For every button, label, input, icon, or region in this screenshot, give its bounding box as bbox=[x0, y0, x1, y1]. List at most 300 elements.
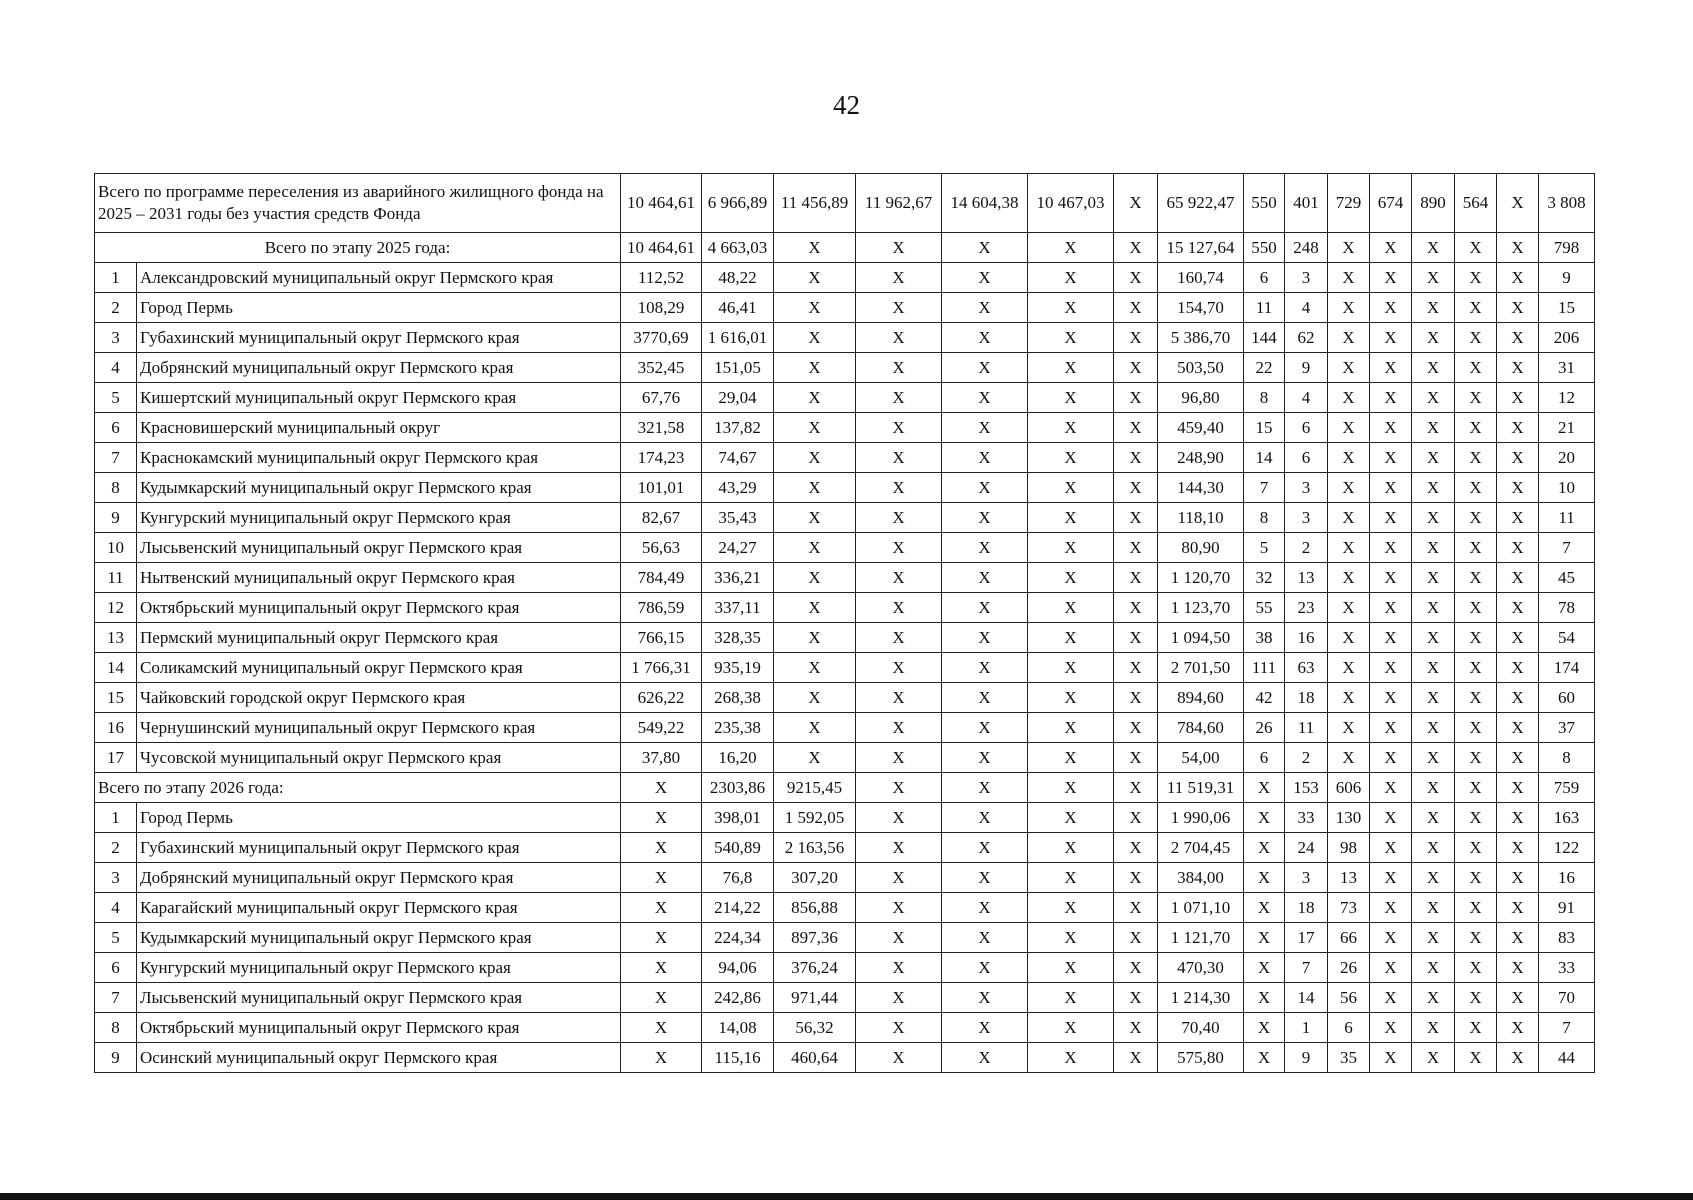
row-value: X bbox=[774, 473, 856, 503]
row-value: 31 bbox=[1539, 353, 1595, 383]
row-number: 15 bbox=[95, 683, 137, 713]
row-value: 98 bbox=[1328, 833, 1370, 863]
row-value: 9 bbox=[1285, 1043, 1328, 1073]
row-value: 8 bbox=[1244, 503, 1285, 533]
row-value: 7 bbox=[1539, 1013, 1595, 1043]
table-row bbox=[95, 953, 1595, 983]
row-value: X bbox=[856, 653, 942, 683]
municipality-name: Город Пермь bbox=[137, 293, 621, 323]
row-value: X bbox=[1497, 803, 1539, 833]
row-value: 18 bbox=[1285, 893, 1328, 923]
row-value: 248,90 bbox=[1158, 443, 1244, 473]
row-value: 35 bbox=[1328, 1043, 1370, 1073]
row-value: X bbox=[942, 893, 1028, 923]
row-value: X bbox=[1370, 413, 1412, 443]
row-value: X bbox=[1370, 803, 1412, 833]
row-value: X bbox=[1497, 293, 1539, 323]
row-value: 1 123,70 bbox=[1158, 593, 1244, 623]
row-value: X bbox=[942, 473, 1028, 503]
row-value: X bbox=[774, 743, 856, 773]
table-row bbox=[95, 563, 1595, 593]
row-value: X bbox=[1455, 713, 1497, 743]
row-value: X bbox=[856, 833, 942, 863]
row-value: 112,52 bbox=[621, 263, 702, 293]
row-value: X bbox=[1497, 383, 1539, 413]
row-value: X bbox=[1028, 653, 1114, 683]
row-value: 398,01 bbox=[702, 803, 774, 833]
row-value: X bbox=[774, 413, 856, 443]
row-value: X bbox=[1328, 443, 1370, 473]
row-value: X bbox=[1455, 413, 1497, 443]
row-number: 7 bbox=[95, 443, 137, 473]
row-value: 242,86 bbox=[702, 983, 774, 1013]
row-number: 9 bbox=[95, 1043, 137, 1073]
row-value: X bbox=[1114, 803, 1158, 833]
row-value: X bbox=[942, 353, 1028, 383]
row-value: 37 bbox=[1539, 713, 1595, 743]
row-number: 3 bbox=[95, 323, 137, 353]
row-value: 549,22 bbox=[621, 713, 702, 743]
row-value: X bbox=[1497, 353, 1539, 383]
row-value: 163 bbox=[1539, 803, 1595, 833]
row-value: X bbox=[856, 923, 942, 953]
row-value: X bbox=[942, 293, 1028, 323]
municipality-name: Кишертский муниципальный округ Пермского края bbox=[137, 383, 621, 413]
row-value: 1 990,06 bbox=[1158, 803, 1244, 833]
row-value: X bbox=[1244, 833, 1285, 863]
row-value: X bbox=[856, 593, 942, 623]
row-value: X bbox=[774, 713, 856, 743]
row-value: 352,45 bbox=[621, 353, 702, 383]
row-value: 160,74 bbox=[1158, 263, 1244, 293]
row-value: X bbox=[1028, 413, 1114, 443]
row-value: X bbox=[1028, 743, 1114, 773]
row-number: 5 bbox=[95, 383, 137, 413]
row-value: 44 bbox=[1539, 1043, 1595, 1073]
page-bottom-border bbox=[0, 1193, 1693, 1200]
row-value: X bbox=[1455, 1043, 1497, 1073]
row-number: 17 bbox=[95, 743, 137, 773]
stage-subtotal-value: 15 127,64 bbox=[1158, 233, 1244, 263]
row-value: 20 bbox=[1539, 443, 1595, 473]
row-value: X bbox=[1244, 1013, 1285, 1043]
row-value: X bbox=[774, 653, 856, 683]
row-value: 54 bbox=[1539, 623, 1595, 653]
row-value: 62 bbox=[1285, 323, 1328, 353]
row-value: X bbox=[856, 803, 942, 833]
row-value: 56 bbox=[1328, 983, 1370, 1013]
row-value: X bbox=[1370, 1043, 1412, 1073]
municipality-name: Осинский муниципальный округ Пермского края bbox=[137, 1043, 621, 1073]
table-row bbox=[95, 533, 1595, 563]
row-value: X bbox=[621, 1013, 702, 1043]
row-value: X bbox=[1028, 263, 1114, 293]
row-value: 70,40 bbox=[1158, 1013, 1244, 1043]
stage-subtotal-value: X bbox=[856, 773, 942, 803]
stage-subtotal-value: X bbox=[1328, 233, 1370, 263]
row-value: 115,16 bbox=[702, 1043, 774, 1073]
row-value: X bbox=[1028, 293, 1114, 323]
row-number: 9 bbox=[95, 503, 137, 533]
row-value: 17 bbox=[1285, 923, 1328, 953]
row-value: X bbox=[1370, 1013, 1412, 1043]
row-value: X bbox=[942, 953, 1028, 983]
row-value: X bbox=[1455, 923, 1497, 953]
row-value: 91 bbox=[1539, 893, 1595, 923]
row-value: X bbox=[1244, 863, 1285, 893]
row-value: 18 bbox=[1285, 683, 1328, 713]
row-value: X bbox=[1114, 263, 1158, 293]
row-value: X bbox=[774, 323, 856, 353]
row-value: 470,30 bbox=[1158, 953, 1244, 983]
row-value: X bbox=[1497, 593, 1539, 623]
row-value: X bbox=[1455, 953, 1497, 983]
row-value: X bbox=[1028, 1013, 1114, 1043]
row-value: X bbox=[1497, 323, 1539, 353]
stage-subtotal-value: X bbox=[1028, 233, 1114, 263]
municipality-name: Город Пермь bbox=[137, 803, 621, 833]
municipality-name: Губахинский муниципальный округ Пермского края bbox=[137, 323, 621, 353]
row-value: 7 bbox=[1244, 473, 1285, 503]
stage-subtotal-value: X bbox=[774, 233, 856, 263]
row-value: 154,70 bbox=[1158, 293, 1244, 323]
row-value: 1 766,31 bbox=[621, 653, 702, 683]
municipality-name: Кунгурский муниципальный округ Пермского края bbox=[137, 503, 621, 533]
row-value: 66 bbox=[1328, 923, 1370, 953]
row-value: X bbox=[1412, 263, 1455, 293]
row-value: X bbox=[1370, 863, 1412, 893]
row-number: 11 bbox=[95, 563, 137, 593]
row-value: 96,80 bbox=[1158, 383, 1244, 413]
row-value: 11 bbox=[1285, 713, 1328, 743]
row-value: X bbox=[1028, 953, 1114, 983]
stage-subtotal-value: 11 519,31 bbox=[1158, 773, 1244, 803]
row-value: 16 bbox=[1539, 863, 1595, 893]
row-value: 15 bbox=[1244, 413, 1285, 443]
stage-subtotal-value: X bbox=[1497, 773, 1539, 803]
table-row bbox=[95, 503, 1595, 533]
row-value: X bbox=[1370, 503, 1412, 533]
row-value: X bbox=[1028, 1043, 1114, 1073]
stage-subtotal-value: 2303,86 bbox=[702, 773, 774, 803]
row-value: X bbox=[942, 593, 1028, 623]
row-value: 2 bbox=[1285, 533, 1328, 563]
row-value: X bbox=[774, 293, 856, 323]
grand-total-value: 10 464,61 bbox=[621, 174, 702, 233]
row-value: X bbox=[1114, 743, 1158, 773]
stage-subtotal-value: X bbox=[1114, 773, 1158, 803]
row-value: 268,38 bbox=[702, 683, 774, 713]
row-value: X bbox=[856, 503, 942, 533]
row-value: 3 bbox=[1285, 473, 1328, 503]
row-value: X bbox=[942, 683, 1028, 713]
row-value: 894,60 bbox=[1158, 683, 1244, 713]
table-row bbox=[95, 923, 1595, 953]
row-value: X bbox=[1455, 503, 1497, 533]
row-number: 2 bbox=[95, 833, 137, 863]
row-value: 101,01 bbox=[621, 473, 702, 503]
row-value: X bbox=[856, 263, 942, 293]
row-value: X bbox=[621, 833, 702, 863]
grand-total-value: 65 922,47 bbox=[1158, 174, 1244, 233]
row-number: 10 bbox=[95, 533, 137, 563]
row-value: 6 bbox=[1328, 1013, 1370, 1043]
stage-subtotal-value: 9215,45 bbox=[774, 773, 856, 803]
row-value: 26 bbox=[1328, 953, 1370, 983]
row-value: X bbox=[942, 1043, 1028, 1073]
row-value: X bbox=[942, 713, 1028, 743]
row-value: X bbox=[1497, 923, 1539, 953]
row-value: 328,35 bbox=[702, 623, 774, 653]
row-value: X bbox=[1370, 563, 1412, 593]
row-value: 14 bbox=[1285, 983, 1328, 1013]
municipality-name: Чайковский городской округ Пермского края bbox=[137, 683, 621, 713]
row-value: X bbox=[1412, 1043, 1455, 1073]
row-value: 15 bbox=[1539, 293, 1595, 323]
row-value: X bbox=[856, 473, 942, 503]
stage-subtotal-value: X bbox=[1028, 773, 1114, 803]
municipality-name: Соликамский муниципальный округ Пермского края bbox=[137, 653, 621, 683]
grand-total-value: 11 456,89 bbox=[774, 174, 856, 233]
row-value: 33 bbox=[1539, 953, 1595, 983]
row-value: X bbox=[1412, 413, 1455, 443]
row-number: 12 bbox=[95, 593, 137, 623]
row-value: X bbox=[1455, 473, 1497, 503]
row-value: X bbox=[1497, 503, 1539, 533]
row-value: X bbox=[1412, 863, 1455, 893]
row-value: X bbox=[856, 293, 942, 323]
row-value: X bbox=[856, 1043, 942, 1073]
grand-total-value: 3 808 bbox=[1539, 174, 1595, 233]
row-value: X bbox=[1370, 353, 1412, 383]
stage-subtotal-value: 248 bbox=[1285, 233, 1328, 263]
row-value: X bbox=[1455, 353, 1497, 383]
row-value: X bbox=[1028, 593, 1114, 623]
row-value: X bbox=[856, 863, 942, 893]
row-value: X bbox=[942, 803, 1028, 833]
row-value: X bbox=[1114, 293, 1158, 323]
row-value: 337,11 bbox=[702, 593, 774, 623]
row-value: 7 bbox=[1539, 533, 1595, 563]
row-value: X bbox=[1497, 863, 1539, 893]
row-value: 8 bbox=[1539, 743, 1595, 773]
municipality-name: Лысьвенский муниципальный округ Пермского края bbox=[137, 983, 621, 1013]
row-value: X bbox=[1497, 653, 1539, 683]
row-value: X bbox=[621, 863, 702, 893]
row-value: X bbox=[774, 353, 856, 383]
row-value: X bbox=[1328, 353, 1370, 383]
row-value: 1 214,30 bbox=[1158, 983, 1244, 1013]
row-value: X bbox=[1412, 893, 1455, 923]
row-value: 9 bbox=[1539, 263, 1595, 293]
stage-subtotal-label: Всего по этапу 2025 года: bbox=[95, 233, 621, 263]
row-value: X bbox=[1412, 833, 1455, 863]
row-value: X bbox=[1370, 383, 1412, 413]
row-value: X bbox=[1328, 683, 1370, 713]
row-number: 6 bbox=[95, 413, 137, 443]
table-row bbox=[95, 713, 1595, 743]
row-number: 8 bbox=[95, 1013, 137, 1043]
row-value: X bbox=[1114, 533, 1158, 563]
row-value: X bbox=[1455, 983, 1497, 1013]
row-value: X bbox=[942, 533, 1028, 563]
row-value: 11 bbox=[1539, 503, 1595, 533]
municipality-name: Чернушинский муниципальный округ Пермского края bbox=[137, 713, 621, 743]
municipality-name: Карагайский муниципальный округ Пермского края bbox=[137, 893, 621, 923]
row-value: X bbox=[621, 953, 702, 983]
row-value: 384,00 bbox=[1158, 863, 1244, 893]
row-value: X bbox=[1028, 683, 1114, 713]
row-value: X bbox=[1370, 263, 1412, 293]
row-value: X bbox=[1114, 983, 1158, 1013]
row-value: X bbox=[1328, 563, 1370, 593]
grand-total-value: 14 604,38 bbox=[942, 174, 1028, 233]
row-value: X bbox=[1370, 323, 1412, 353]
row-value: X bbox=[1114, 413, 1158, 443]
row-number: 7 bbox=[95, 983, 137, 1013]
row-value: 48,22 bbox=[702, 263, 774, 293]
row-value: 336,21 bbox=[702, 563, 774, 593]
row-value: X bbox=[942, 263, 1028, 293]
grand-total-value: 729 bbox=[1328, 174, 1370, 233]
row-value: X bbox=[1455, 323, 1497, 353]
row-value: X bbox=[1497, 443, 1539, 473]
row-value: 4 bbox=[1285, 293, 1328, 323]
row-value: X bbox=[942, 743, 1028, 773]
row-value: X bbox=[942, 833, 1028, 863]
row-value: X bbox=[774, 263, 856, 293]
row-value: X bbox=[1114, 1013, 1158, 1043]
table-row bbox=[95, 983, 1595, 1013]
stage-subtotal-value: X bbox=[1455, 233, 1497, 263]
row-value: X bbox=[1244, 803, 1285, 833]
row-value: 206 bbox=[1539, 323, 1595, 353]
row-value: X bbox=[1455, 293, 1497, 323]
row-value: X bbox=[1244, 893, 1285, 923]
row-value: X bbox=[1412, 1013, 1455, 1043]
row-value: 307,20 bbox=[774, 863, 856, 893]
row-value: X bbox=[621, 923, 702, 953]
row-value: X bbox=[1412, 623, 1455, 653]
row-value: 174,23 bbox=[621, 443, 702, 473]
row-value: X bbox=[1412, 293, 1455, 323]
row-value: 224,34 bbox=[702, 923, 774, 953]
row-value: X bbox=[1328, 593, 1370, 623]
row-value: X bbox=[942, 983, 1028, 1013]
row-value: X bbox=[1028, 863, 1114, 893]
row-value: X bbox=[1028, 383, 1114, 413]
row-value: 8 bbox=[1244, 383, 1285, 413]
row-value: X bbox=[1370, 623, 1412, 653]
row-value: X bbox=[1028, 353, 1114, 383]
row-value: X bbox=[1328, 503, 1370, 533]
row-number: 1 bbox=[95, 803, 137, 833]
row-value: X bbox=[1328, 713, 1370, 743]
row-value: X bbox=[1370, 533, 1412, 563]
table-row bbox=[95, 1013, 1595, 1043]
row-value: 321,58 bbox=[621, 413, 702, 443]
stage-subtotal-value: X bbox=[1412, 773, 1455, 803]
row-value: X bbox=[774, 593, 856, 623]
row-value: X bbox=[1328, 293, 1370, 323]
row-value: X bbox=[1114, 443, 1158, 473]
row-value: X bbox=[942, 623, 1028, 653]
row-value: X bbox=[1114, 953, 1158, 983]
row-value: X bbox=[1028, 923, 1114, 953]
row-value: X bbox=[621, 803, 702, 833]
row-value: 784,49 bbox=[621, 563, 702, 593]
row-value: X bbox=[942, 413, 1028, 443]
row-value: X bbox=[774, 533, 856, 563]
table-row bbox=[95, 623, 1595, 653]
row-value: 6 bbox=[1285, 413, 1328, 443]
row-value: X bbox=[856, 623, 942, 653]
row-value: 575,80 bbox=[1158, 1043, 1244, 1073]
row-value: 137,82 bbox=[702, 413, 774, 443]
stage-subtotal-value: 759 bbox=[1539, 773, 1595, 803]
grand-total-label: Всего по программе переселения из аварийного жилищного фонда на 2025 – 2031 годы без участия средств Фонда bbox=[95, 174, 621, 233]
row-value: X bbox=[856, 713, 942, 743]
row-number: 13 bbox=[95, 623, 137, 653]
row-value: X bbox=[1497, 1043, 1539, 1073]
row-value: 14 bbox=[1244, 443, 1285, 473]
grand-total-value: 10 467,03 bbox=[1028, 174, 1114, 233]
row-value: 94,06 bbox=[702, 953, 774, 983]
row-value: 24 bbox=[1285, 833, 1328, 863]
row-value: X bbox=[1244, 953, 1285, 983]
municipality-name: Октябрьский муниципальный округ Пермского края bbox=[137, 1013, 621, 1043]
row-value: X bbox=[1028, 803, 1114, 833]
row-number: 5 bbox=[95, 923, 137, 953]
row-value: X bbox=[856, 323, 942, 353]
row-value: X bbox=[1455, 263, 1497, 293]
table-row bbox=[95, 263, 1595, 293]
municipality-name: Александровский муниципальный округ Пермского края bbox=[137, 263, 621, 293]
row-value: 56,63 bbox=[621, 533, 702, 563]
row-value: 897,36 bbox=[774, 923, 856, 953]
row-value: 67,76 bbox=[621, 383, 702, 413]
row-value: X bbox=[1412, 743, 1455, 773]
row-value: X bbox=[1370, 833, 1412, 863]
row-value: X bbox=[1328, 263, 1370, 293]
row-value: X bbox=[856, 743, 942, 773]
row-value: 118,10 bbox=[1158, 503, 1244, 533]
row-value: X bbox=[856, 893, 942, 923]
row-value: X bbox=[1114, 683, 1158, 713]
row-value: 108,29 bbox=[621, 293, 702, 323]
row-value: 235,38 bbox=[702, 713, 774, 743]
row-value: X bbox=[1412, 683, 1455, 713]
row-value: X bbox=[1114, 863, 1158, 893]
table-row bbox=[95, 1043, 1595, 1073]
row-value: X bbox=[1497, 473, 1539, 503]
row-value: X bbox=[1455, 743, 1497, 773]
row-value: 16,20 bbox=[702, 743, 774, 773]
row-value: X bbox=[1244, 1043, 1285, 1073]
row-value: X bbox=[1114, 1043, 1158, 1073]
table-row bbox=[95, 803, 1595, 833]
row-value: 174 bbox=[1539, 653, 1595, 683]
row-value: X bbox=[1455, 833, 1497, 863]
row-value: 1 592,05 bbox=[774, 803, 856, 833]
row-value: 22 bbox=[1244, 353, 1285, 383]
stage-subtotal-value: 10 464,61 bbox=[621, 233, 702, 263]
grand-total-value: X bbox=[1114, 174, 1158, 233]
row-value: X bbox=[1412, 323, 1455, 353]
row-value: X bbox=[1412, 533, 1455, 563]
municipality-name: Губахинский муниципальный округ Пермского края bbox=[137, 833, 621, 863]
row-value: 78 bbox=[1539, 593, 1595, 623]
